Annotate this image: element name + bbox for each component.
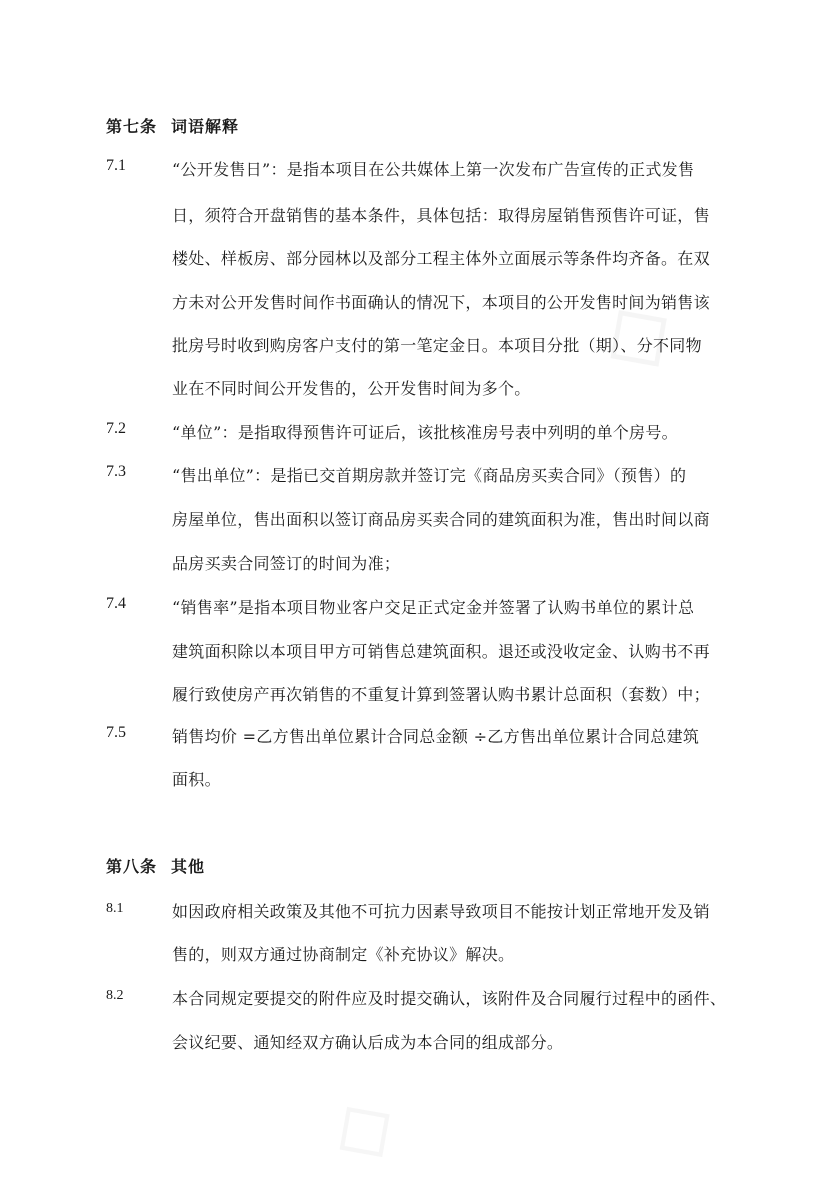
clause-number: 7.1 [106,157,126,174]
section-heading [106,854,205,877]
clause-number: 8.1 [106,901,124,916]
clause-text: 建筑面积除以本项目甲方可销售总建筑面积。退还或没收定金、认购书不再 [172,642,710,661]
clause-text: 方未对公开发售时间作书面确认的情况下，本项目的公开发售时间为销售该 [172,293,710,312]
section-title: 词语解释 [171,117,240,136]
clause-number: 7.4 [106,595,126,612]
clause-text: 批房号时收到购房客户支付的第一笔定金日。本项目分批（期）、分不同物 [172,336,702,355]
clause-text: 会议纪要、通知经双方确认后成为本合同的组成部分。 [172,1033,564,1052]
clause-text: 本合同规定要提交的附件应及时提交确认，该附件及合同履行过程中的函件、 [172,989,727,1008]
watermark: ◇ [308,1070,413,1182]
clause-text: 业在不同时间公开发售的，公开发售时间为多个。 [172,379,531,398]
clause-text: 销售均价 =乙方售出单位累计合同总金额 ÷乙方售出单位累计合同总建筑 [172,727,700,746]
section-number: 第八条 [106,857,158,876]
clause-text: 日，须符合开盘销售的基本条件，具体包括：取得房屋销售预售许可证，售 [172,206,710,225]
clause-text: 面积。 [172,770,221,789]
clause-number: 7.3 [106,463,126,480]
clause-text: 品房买卖合同签订的时间为准； [172,554,401,573]
clause-text: 履行致使房产再次销售的不重复计算到签署认购书累计总面积（套数）中； [172,685,710,704]
clause-text: “公开发售日”：是指本项目在公共媒体上第一次发布广告宣传的正式发售 [172,160,695,179]
clause-number: 7.5 [106,724,126,741]
clause-text: 售的，则双方通过协商制定《补充协议》解决。 [172,945,515,964]
section-title: 其他 [171,857,206,876]
section-number: 第七条 [106,117,158,136]
clause-number: 8.2 [106,988,124,1003]
clause-text: 如因政府相关政策及其他不可抗力因素导致项目不能按计划正常地开发及销 [172,902,710,921]
clause-text: “售出单位”：是指已交首期房款并签订完《商品房买卖合同》（预售）的 [172,466,687,485]
clause-text: 房屋单位，售出面积以签订商品房买卖合同的建筑面积为准，售出时间以商 [172,510,710,529]
watermark: ◇ [576,269,694,396]
section-heading [106,114,239,137]
clause-text: “单位”：是指取得预售许可证后，该批核准房号表中列明的单个房号。 [172,423,678,442]
clause-number: 7.2 [106,420,126,437]
clause-text: “销售率”是指本项目物业客户交足正式定金并签署了认购书单位的累计总 [172,598,695,617]
clause-text: 楼处、样板房、部分园林以及部分工程主体外立面展示等条件均齐备。在双 [172,249,710,268]
